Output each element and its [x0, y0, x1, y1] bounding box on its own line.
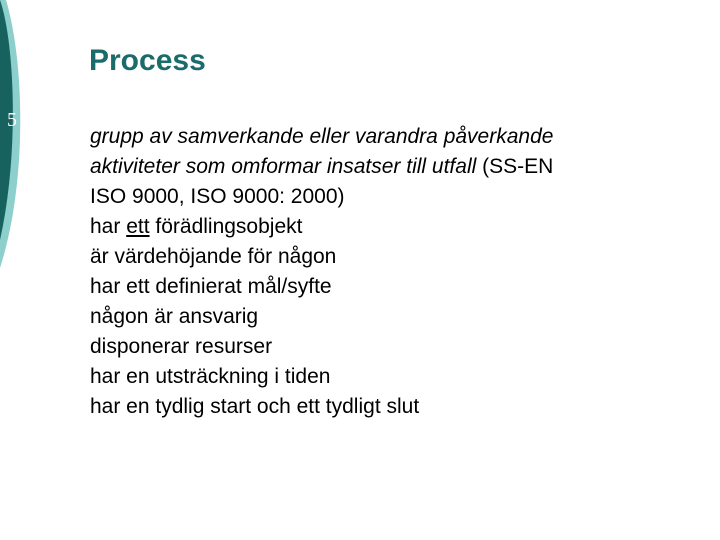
slide-number: 5 — [7, 109, 17, 131]
item-ett-suffix: förädlingsobjekt — [149, 215, 303, 238]
definition-line-2 — [90, 152, 690, 182]
slide-body — [90, 122, 690, 422]
definition-line-3: ISO 9000, ISO 9000: 2000) — [90, 185, 345, 208]
item-ett-prefix: har — [90, 215, 127, 238]
definition-italic-2: aktiviteter som omformar insatser till utfall — [90, 155, 477, 178]
list-item-3: någon är ansvarig — [90, 305, 259, 328]
item-ett-underlined: ett — [126, 215, 150, 238]
list-item-1: är värdehöjande för någon — [90, 245, 337, 268]
definition-source-1: (SS-EN — [476, 155, 554, 178]
definition-line-1 — [90, 122, 690, 152]
list-item-4: disponerar resurser — [90, 335, 273, 358]
list-item-2: har ett definierat mål/syfte — [90, 275, 332, 298]
decorative-arc-shape — [0, 0, 40, 300]
item-forädlingsobjekt — [90, 212, 690, 242]
list-item-5: har en utsträckning i tiden — [90, 365, 331, 388]
list-item-6: har en tydlig start och ett tydligt slut — [90, 395, 420, 418]
slide-title: Process — [89, 44, 206, 77]
definition-italic-1: grupp av samverkande eller varandra påverkande — [90, 125, 554, 148]
